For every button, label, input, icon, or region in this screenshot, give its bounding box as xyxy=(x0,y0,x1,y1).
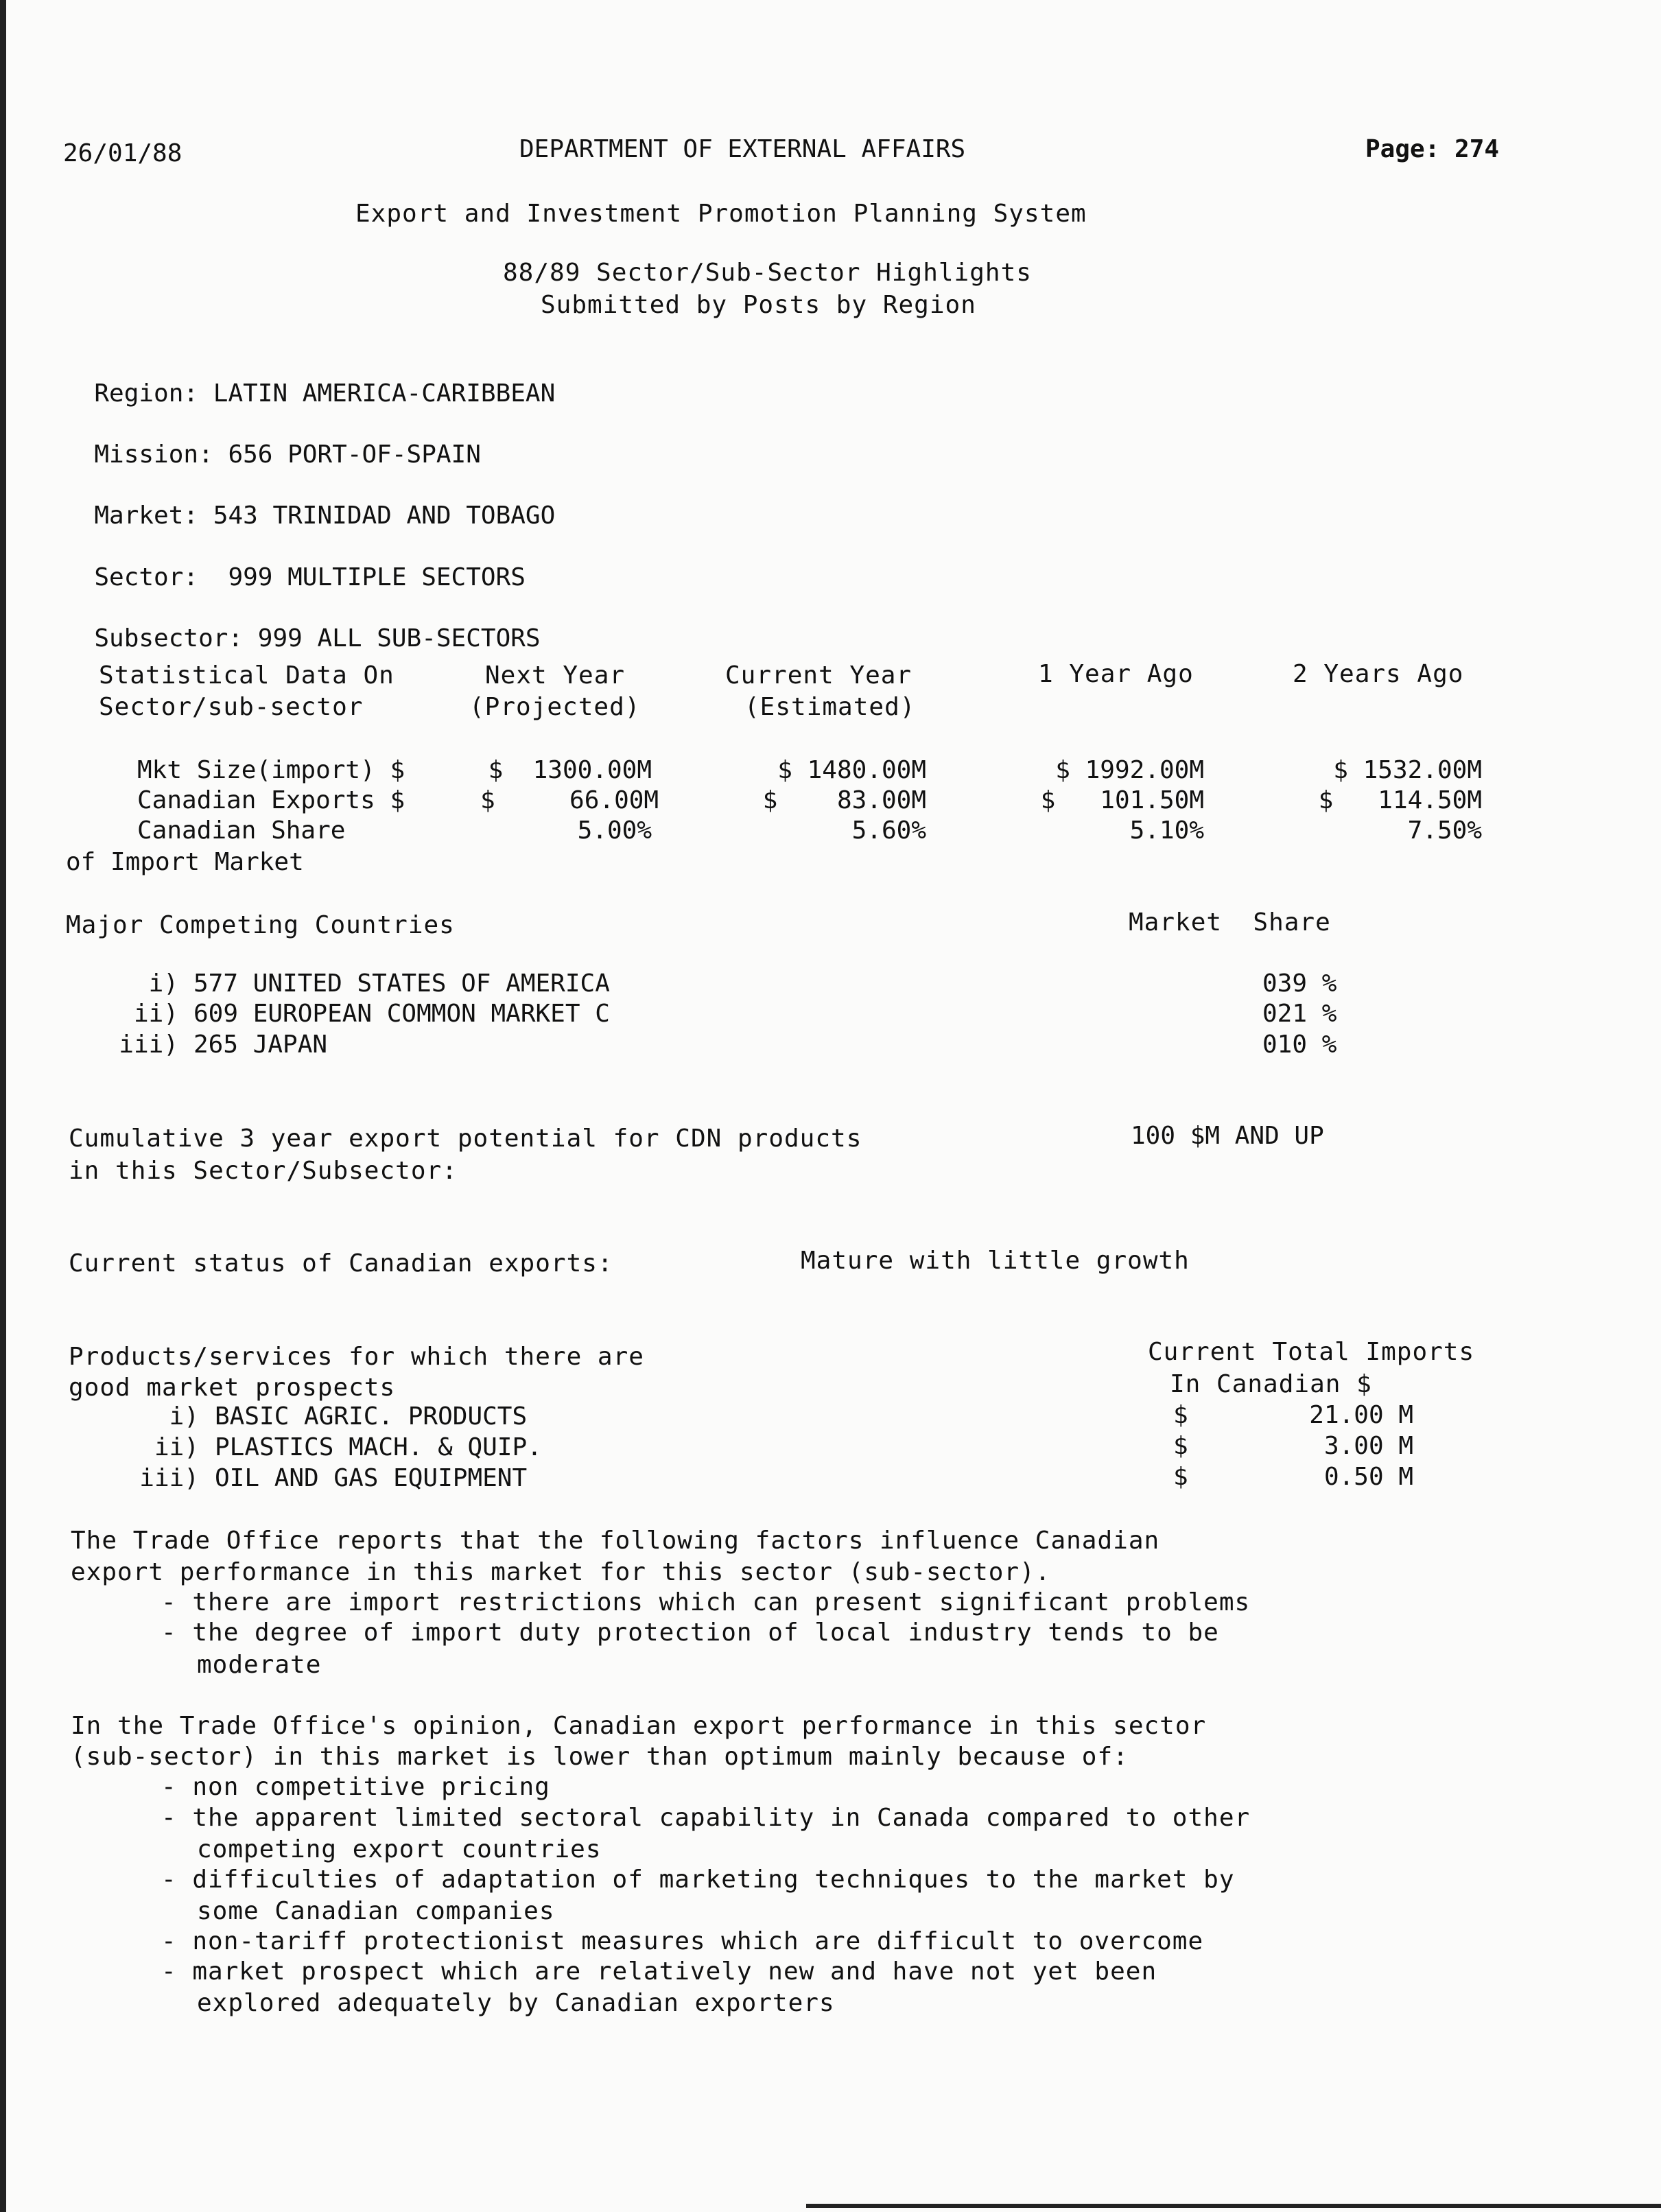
market-label: Market: xyxy=(94,502,199,530)
product-2-num: ii) xyxy=(154,1433,199,1461)
opinion-bullet-2-cont: competing export countries xyxy=(197,1835,602,1863)
department-title: DEPARTMENT OF EXTERNAL AFFAIRS xyxy=(519,135,966,163)
competitor-2-name: 609 EUROPEAN COMMON MARKET C xyxy=(193,1000,610,1028)
sector-value: 999 MULTIPLE SECTORS xyxy=(228,563,526,591)
cdn-exports-1-year-ago: $ 101.50M xyxy=(1040,786,1204,814)
opinion-intro-line2: (sub-sector) in this market is lower than optimum mainly because of: xyxy=(71,1743,1129,1771)
mkt-size-1-year-ago: $ 1992.00M xyxy=(1055,756,1204,784)
row-mkt-size-label: Mkt Size(import) $ xyxy=(137,756,405,784)
imports-heading2: In Canadian $ xyxy=(1170,1370,1372,1398)
col-current-year: Current Year xyxy=(725,661,912,690)
stats-heading-line2: Sector/sub-sector xyxy=(99,693,364,721)
factor-bullet-2-cont: moderate xyxy=(197,1651,322,1679)
col-2-years-ago: 2 Years Ago xyxy=(1293,660,1464,688)
opinion-intro-line1: In the Trade Office's opinion, Canadian export performance in this sector xyxy=(71,1712,1207,1740)
competitor-1-name: 577 UNITED STATES OF AMERICA xyxy=(193,969,610,998)
competitor-3-num: iii) xyxy=(119,1031,178,1059)
factor-bullet-2: - the degree of import duty protection of local industry tends to be xyxy=(161,1619,1219,1647)
product-1-currency: $ xyxy=(1173,1401,1188,1429)
cdn-share-next-year: 5.00% xyxy=(577,816,652,845)
factors-intro-line2: export performance in this market for this sector (sub-sector). xyxy=(71,1558,1051,1586)
opinion-bullet-1: - non competitive pricing xyxy=(161,1773,550,1801)
product-3-currency: $ xyxy=(1173,1463,1188,1491)
region-value: LATIN AMERICA-CARIBBEAN xyxy=(213,379,556,408)
mission-row xyxy=(64,418,481,467)
page-number: Page: 274 xyxy=(1365,135,1500,163)
scan-left-edge xyxy=(0,0,6,2212)
opinion-bullet-5: - market prospect which are relatively new and have not yet been xyxy=(161,1957,1157,1986)
product-2-name: PLASTICS MACH. & QUIP. xyxy=(215,1433,542,1461)
status-label: Current status of Canadian exports: xyxy=(69,1249,613,1278)
product-2-value: 3.00 M xyxy=(1323,1432,1413,1460)
report-title: 88/89 Sector/Sub-Sector Highlights xyxy=(503,259,1032,287)
competitor-3-name: 265 JAPAN xyxy=(193,1031,328,1059)
opinion-bullet-3: - difficulties of adaptation of marketing techniques to the market by xyxy=(161,1866,1235,1894)
cdn-share-current-year: 5.60% xyxy=(851,816,926,845)
competitor-3-share: 010 % xyxy=(1262,1031,1337,1059)
status-value: Mature with little growth xyxy=(801,1247,1190,1275)
opinion-bullet-3-cont: some Canadian companies xyxy=(197,1897,555,1925)
scan-bottom-rule xyxy=(806,2204,1661,2208)
competitor-2-share: 021 % xyxy=(1262,1000,1337,1028)
row-cdn-exports-label: Canadian Exports $ xyxy=(137,786,405,814)
col-current-year-sub: (Estimated) xyxy=(744,693,916,721)
market-share-heading: Market Share xyxy=(1129,908,1331,937)
cdn-share-1-year-ago: 5.10% xyxy=(1129,816,1204,845)
region-label: Region: xyxy=(94,379,199,408)
mkt-size-current-year: $ 1480.00M xyxy=(777,756,926,784)
product-3-num: iii) xyxy=(139,1464,199,1492)
system-title: Export and Investment Promotion Planning System xyxy=(355,200,1087,228)
mkt-size-2-years-ago: $ 1532.00M xyxy=(1333,756,1482,784)
product-1-value: 21.00 M xyxy=(1309,1401,1413,1429)
cdn-exports-next-year: $ 66.00M xyxy=(480,786,659,814)
sector-label: Sector: xyxy=(94,563,199,591)
col-1-year-ago: 1 Year Ago xyxy=(1038,660,1194,688)
imports-heading1: Current Total Imports xyxy=(1148,1338,1475,1366)
product-3-name: OIL AND GAS EQUIPMENT xyxy=(215,1464,528,1492)
potential-line1: Cumulative 3 year export potential for CDN products xyxy=(69,1125,862,1153)
market-value: 543 TRINIDAD AND TOBAGO xyxy=(213,502,556,530)
product-1-name: BASIC AGRIC. PRODUCTS xyxy=(215,1402,528,1431)
factor-bullet-1: - there are import restrictions which can present significant problems xyxy=(161,1588,1251,1616)
competitor-1-num: i) xyxy=(148,969,178,998)
product-2-currency: $ xyxy=(1173,1432,1188,1460)
competitor-1-share: 039 % xyxy=(1262,969,1337,998)
opinion-bullet-5-cont: explored adequately by Canadian exporters xyxy=(197,1989,835,2017)
cdn-share-label: Canadian Share xyxy=(137,816,346,845)
subsector-value: 999 ALL SUB-SECTORS xyxy=(257,624,541,652)
product-1-num: i) xyxy=(169,1402,199,1431)
potential-value: 100 $M AND UP xyxy=(1131,1122,1324,1150)
col-next-year-sub: (Projected) xyxy=(469,693,641,721)
mission-label: Mission: xyxy=(94,440,213,469)
competitor-2-num: ii) xyxy=(133,1000,178,1028)
subsector-label: Subsector: xyxy=(94,624,244,652)
opinion-bullet-4: - non-tariff protectionist measures which are difficult to overcome xyxy=(161,1927,1204,1955)
cdn-exports-2-years-ago: $ 114.50M xyxy=(1318,786,1482,814)
mkt-size-next-year: $ 1300.00M xyxy=(488,756,652,784)
mkt-size-label: Mkt Size(import) xyxy=(137,756,375,784)
subsector-row xyxy=(64,602,541,651)
products-heading2: good market prospects xyxy=(69,1374,396,1402)
market-row xyxy=(64,479,555,528)
cdn-exports-label: Canadian Exports xyxy=(137,786,375,814)
report-date: 26/01/88 xyxy=(63,139,182,167)
region-row xyxy=(64,357,555,406)
cdn-share-label2: of Import Market xyxy=(66,848,304,876)
mission-value: 656 PORT-OF-SPAIN xyxy=(228,440,481,469)
col-next-year: Next Year xyxy=(485,661,626,690)
opinion-bullet-2: - the apparent limited sectoral capability in Canada compared to other xyxy=(161,1804,1251,1832)
product-3-value: 0.50 M xyxy=(1323,1463,1413,1491)
cdn-exports-current-year: $ 83.00M xyxy=(762,786,926,814)
stats-heading-line1: Statistical Data On xyxy=(99,661,394,690)
competitors-heading: Major Competing Countries xyxy=(66,911,455,939)
cdn-share-2-years-ago: 7.50% xyxy=(1407,816,1482,845)
sector-row xyxy=(64,541,526,590)
products-heading1: Products/services for which there are xyxy=(69,1343,644,1371)
potential-line2: in this Sector/Subsector: xyxy=(69,1157,458,1185)
report-subtitle: Submitted by Posts by Region xyxy=(541,291,976,319)
factors-intro-line1: The Trade Office reports that the following factors influence Canadian xyxy=(71,1527,1160,1555)
